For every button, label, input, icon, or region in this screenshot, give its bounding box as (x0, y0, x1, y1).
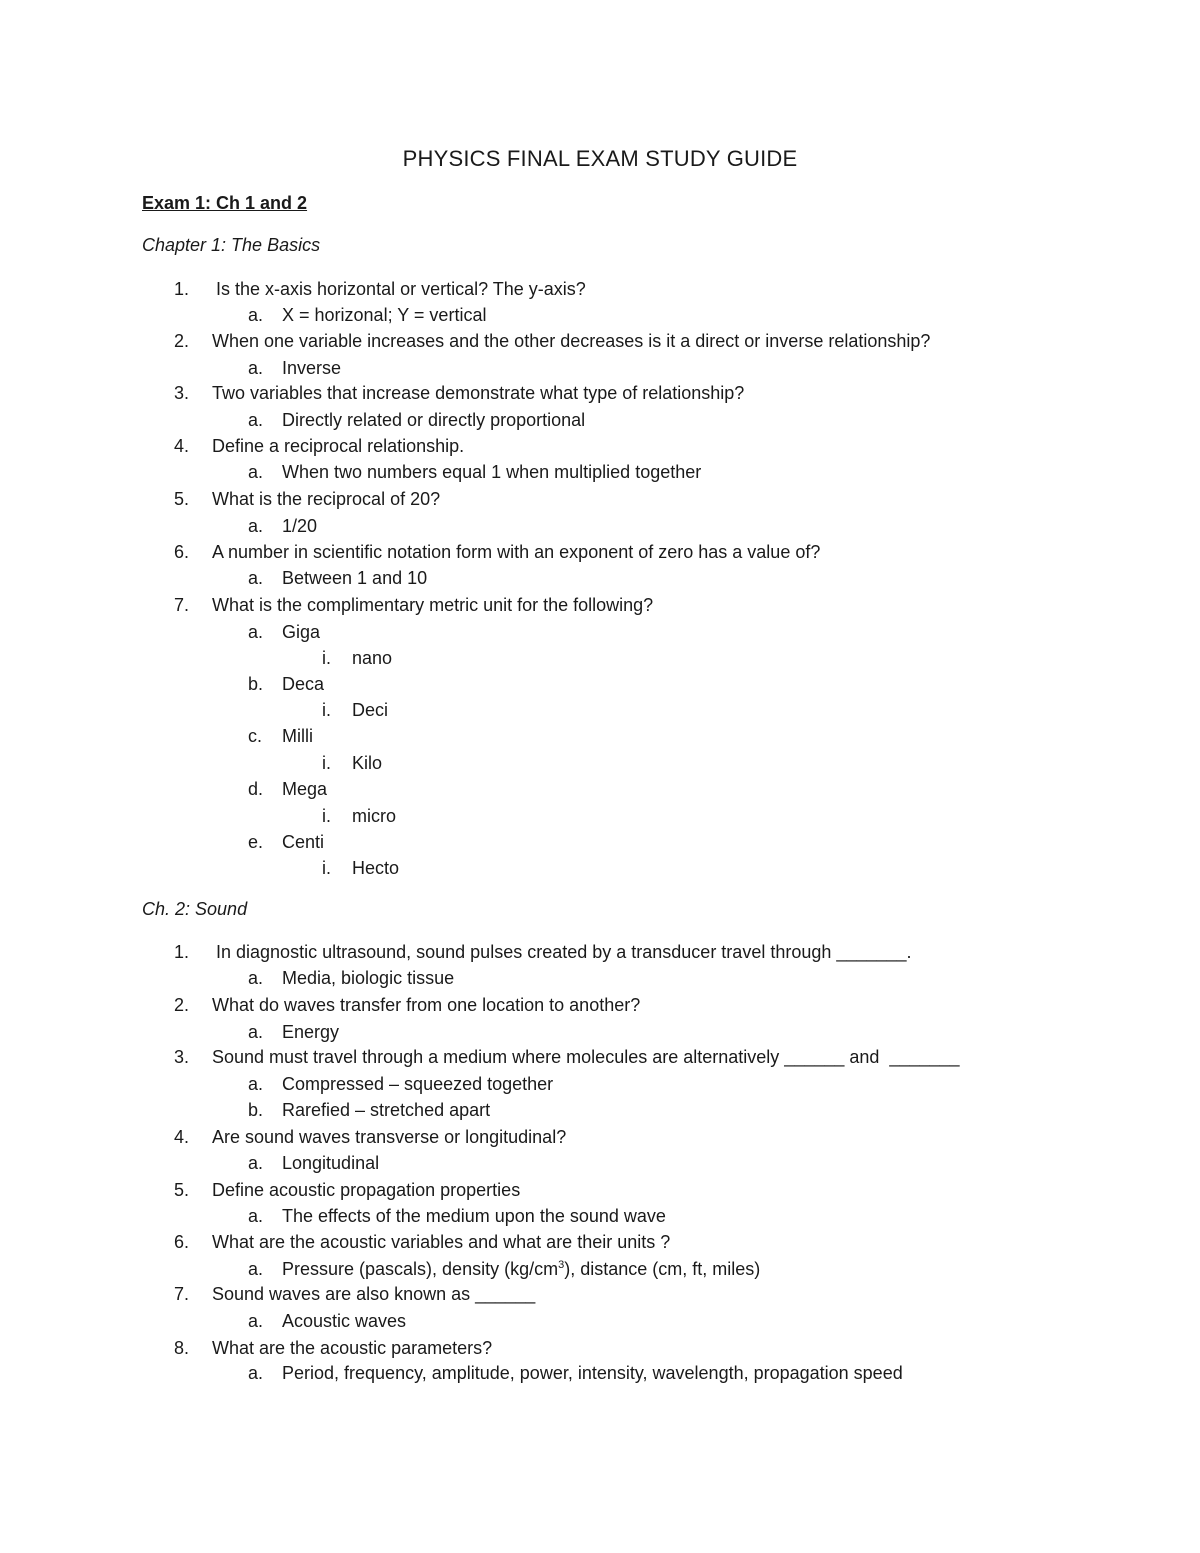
question-text: What is the complimentary metric unit for the following? (212, 595, 654, 615)
question-text: Two variables that increase demonstrate what type of relationship? (212, 383, 745, 403)
question-number: 2. (174, 331, 190, 351)
answer-label: c. (248, 726, 263, 746)
question-text: Sound must travel through a medium where molecules are alternatively ______ and _______ (212, 1047, 960, 1067)
answer-text (282, 1258, 760, 1280)
sub-answer-label: i. (322, 753, 331, 773)
page-title: PHYSICS FINAL EXAM STUDY GUIDE (402, 146, 798, 171)
question-number: 2. (174, 995, 190, 1015)
answer-label: a. (248, 1363, 264, 1383)
answer-label: a. (248, 462, 264, 482)
question-number: 6. (174, 542, 190, 562)
answer-label: a. (248, 1206, 264, 1226)
question-number: 5. (174, 489, 190, 509)
exam-heading: Exam 1: Ch 1 and 2 (142, 193, 308, 213)
question-number: 7. (174, 1284, 190, 1304)
question-number: 1. (174, 279, 190, 299)
answer-text: Directly related or directly proportional (282, 410, 586, 430)
answer-text: Compressed – squeezed together (282, 1074, 554, 1094)
answer-text: X = horizonal; Y = vertical (282, 305, 487, 325)
answer-label: a. (248, 410, 264, 430)
answer-label: a. (248, 622, 264, 642)
sub-answer-label: i. (322, 648, 331, 668)
answer-label: a. (248, 305, 264, 325)
answer-text: Rarefied – stretched apart (282, 1100, 491, 1120)
question-number: 5. (174, 1180, 190, 1200)
answer-text: The effects of the medium upon the sound wave (282, 1206, 666, 1226)
answer-text: Mega (282, 779, 328, 799)
question-number: 4. (174, 1127, 190, 1147)
answer-label: a. (248, 1022, 264, 1042)
answer-label: b. (248, 674, 264, 694)
question-text: Define acoustic propagation properties (212, 1180, 521, 1200)
answer-label: a. (248, 1259, 264, 1279)
answer-text: Inverse (282, 358, 342, 378)
answer-label: a. (248, 1311, 264, 1331)
answer-label: a. (248, 358, 264, 378)
sub-answer-text: Kilo (352, 753, 383, 773)
question-number: 7. (174, 595, 190, 615)
answer-text: Media, biologic tissue (282, 968, 455, 988)
answer-text: When two numbers equal 1 when multiplied together (282, 462, 702, 482)
answer-label: a. (248, 1074, 264, 1094)
answer-label: e. (248, 832, 264, 852)
question-text: Is the x-axis horizontal or vertical? The y-axis? (216, 279, 586, 299)
answer-text: Milli (282, 726, 313, 746)
chapter-1-heading: Chapter 1: The Basics (142, 235, 321, 255)
sub-answer-text: Hecto (352, 858, 400, 878)
answer-label: b. (248, 1100, 264, 1120)
chapter-2-heading: Ch. 2: Sound (142, 899, 248, 919)
question-text: When one variable increases and the other decreases is it a direct or inverse relationship? (212, 331, 931, 351)
answer-text-part: Pressure (pascals), density (kg/cm (282, 1259, 559, 1279)
answer-text: Giga (282, 622, 321, 642)
question-text: A number in scientific notation form with an exponent of zero has a value of? (212, 542, 821, 562)
answer-text: Deca (282, 674, 325, 694)
question-text: What are the acoustic variables and what are their units ? (212, 1232, 671, 1252)
question-text: What are the acoustic parameters? (212, 1338, 493, 1358)
sub-answer-label: i. (322, 806, 331, 826)
question-number: 3. (174, 383, 190, 403)
question-text: In diagnostic ultrasound, sound pulses created by a transducer travel through _______. (216, 942, 912, 962)
answer-label: a. (248, 568, 264, 588)
question-number: 8. (174, 1338, 190, 1358)
question-text: Sound waves are also known as ______ (212, 1284, 536, 1304)
sub-answer-label: i. (322, 858, 331, 878)
answer-text: Longitudinal (282, 1153, 380, 1173)
answer-text: Between 1 and 10 (282, 568, 428, 588)
answer-text: Energy (282, 1022, 340, 1042)
answer-label: d. (248, 779, 264, 799)
answer-label: a. (248, 516, 264, 536)
answer-text: Acoustic waves (282, 1311, 407, 1331)
answer-label: a. (248, 968, 264, 988)
answer-text-part: ), distance (cm, ft, miles) (564, 1259, 761, 1279)
sub-answer-text: nano (352, 648, 393, 668)
question-number: 4. (174, 436, 190, 456)
question-text: Are sound waves transverse or longitudinal? (212, 1127, 567, 1147)
sub-answer-text: Deci (352, 700, 389, 720)
question-text: What is the reciprocal of 20? (212, 489, 441, 509)
question-number: 6. (174, 1232, 190, 1252)
answer-text: Period, frequency, amplitude, power, intensity, wavelength, propagation speed (282, 1363, 903, 1383)
answer-label: a. (248, 1153, 264, 1173)
superscript-exponent: 3 (558, 1259, 565, 1271)
question-text: Define a reciprocal relationship. (212, 436, 465, 456)
sub-answer-text: micro (352, 806, 396, 826)
sub-answer-label: i. (322, 700, 331, 720)
question-number: 1. (174, 942, 190, 962)
answer-text: Centi (282, 832, 325, 852)
question-text: What do waves transfer from one location to another? (212, 995, 641, 1015)
answer-text: 1/20 (282, 516, 318, 536)
question-number: 3. (174, 1047, 190, 1067)
